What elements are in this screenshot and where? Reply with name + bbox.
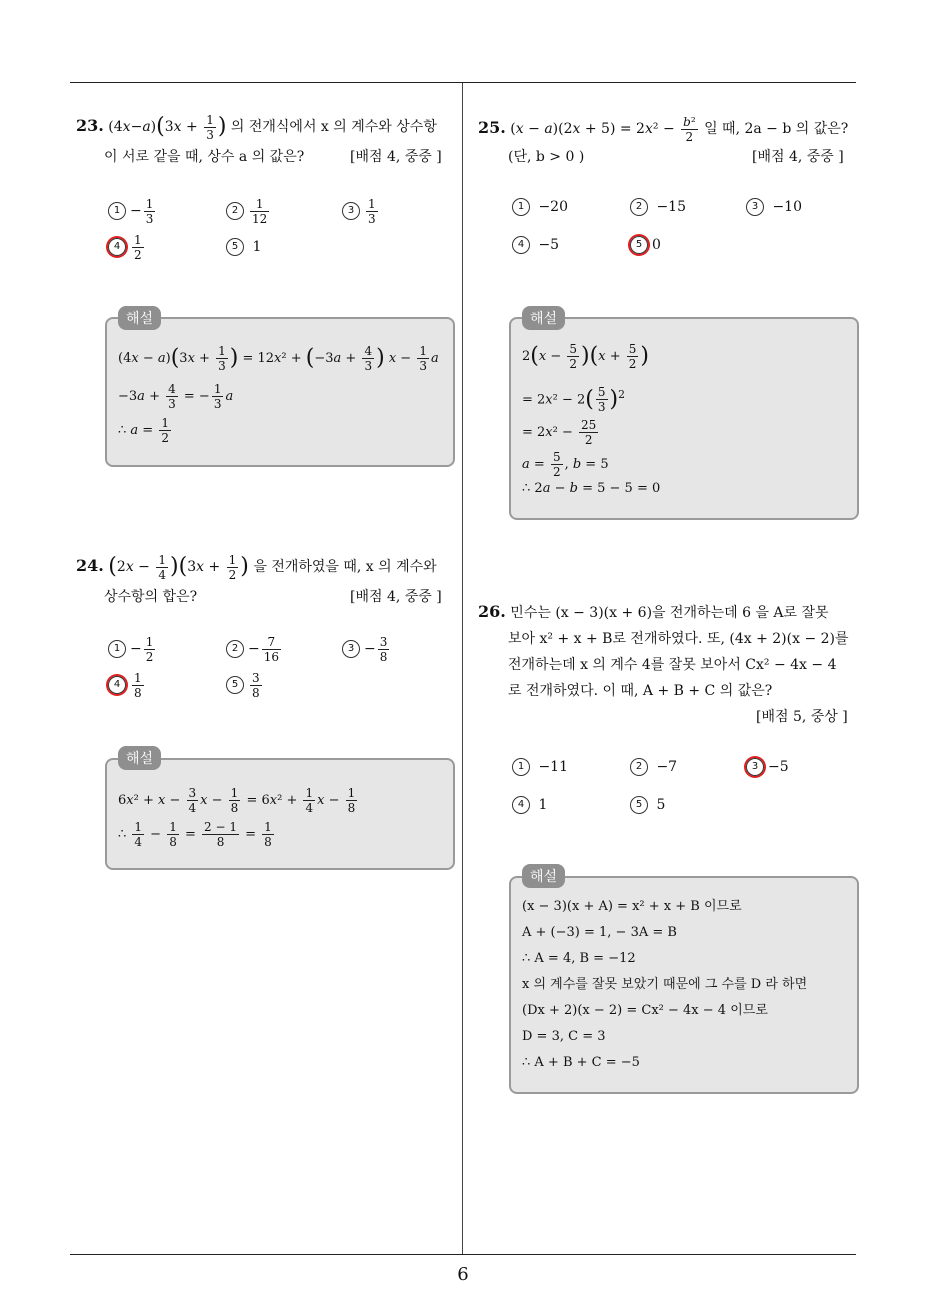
choice-3[interactable]: 3 −10 xyxy=(746,192,802,222)
solution-line: ∴ A + B + C = −5 xyxy=(522,1055,640,1070)
solution-line: = 2x² − 2( $\frac{5}{3}$ )$^2$ xyxy=(522,385,625,415)
question-text-line: 보아 x² + x + B로 전개하였다. 또, (4x + 2)(x − 2)를 xyxy=(508,631,849,647)
score-label: [배점 4, 중중 ] xyxy=(350,589,442,605)
question-text: 일 때, 2a − b 의 값은? xyxy=(704,121,849,137)
solution-line: 2(x − $\frac{5}{2}$ )(x + $\frac{5}{2}$ ) xyxy=(522,342,649,371)
question-text-line2: 상수항의 합은? xyxy=(104,589,198,605)
question-text: 의 전개식에서 x 의 계수와 상수항 xyxy=(230,119,437,135)
choice-1[interactable]: 1 − $\frac{1}{2}$ xyxy=(108,634,157,664)
choice-1[interactable]: 1 − $\frac{1}{3}$ xyxy=(108,196,157,226)
question-number: 26. xyxy=(478,602,506,621)
question-text-line: 로 전개하였다. 이 때, A + B + C 의 값은? xyxy=(508,683,773,699)
choice-1[interactable]: 1 −11 xyxy=(512,752,568,782)
question-text-line2: 이 서로 같을 때, 상수 a 의 값은? xyxy=(104,149,305,165)
selected-mark: 4 xyxy=(108,238,126,256)
choice-2[interactable]: 2 − $\frac{7}{16}$ xyxy=(226,634,283,664)
solution-line: x 의 계수를 잘못 보았기 때문에 그 수를 D 라 하면 xyxy=(522,977,808,992)
solution-tag: 해설 xyxy=(118,746,161,770)
solution-line: A + (−3) = 1, − 3A = B xyxy=(522,925,677,940)
question-25 xyxy=(478,114,862,144)
choice-3[interactable]: 3 − $\frac{3}{8}$ xyxy=(342,634,391,664)
question-text-line: 전개하는데 x 의 계수 4를 잘못 보아서 Cx² − 4x − 4 xyxy=(508,657,837,673)
solution-line: (x − 3)(x + A) = x² + x + B 이므로 xyxy=(522,899,742,914)
expression: (2x − $\frac{1}{4}$ )(3x + $\frac{1}{2}$ ) xyxy=(108,552,249,582)
solution-line: −3a + $\frac{4}{3}$ = − $\frac{1}{3}$ a xyxy=(118,382,234,411)
selected-mark: 5 xyxy=(630,236,648,254)
question-number: 25. xyxy=(478,118,506,137)
choice-2[interactable]: 2 −15 xyxy=(630,192,686,222)
choice-2[interactable]: 2 −7 xyxy=(630,752,677,782)
solution-tag: 해설 xyxy=(118,306,161,330)
choice-2[interactable]: 2 $\frac{1}{12}$ xyxy=(226,196,271,226)
question-26 xyxy=(478,598,862,627)
choice-3[interactable]: 3 $\frac{1}{3}$ xyxy=(342,196,380,226)
solution-line: ∴ $\frac{1}{4}$ − $\frac{1}{8}$ = $\frac{2 - 1}{8}$ = $\frac{1}{8}$ xyxy=(118,820,272,849)
choice-5[interactable]: 5 5 xyxy=(630,790,665,820)
question-text-line2: (단, b > 0 ) xyxy=(508,149,585,165)
choice-4[interactable]: 4 −5 xyxy=(512,230,559,260)
solution-tag: 해설 xyxy=(522,306,565,330)
score-label: [배점 4, 중중 ] xyxy=(350,149,442,165)
solution-line: (Dx + 2)(x − 2) = Cx² − 4x − 4 이므로 xyxy=(522,1003,768,1018)
question-24 xyxy=(76,552,460,582)
solution-tag: 해설 xyxy=(522,864,565,888)
page-number: 6 xyxy=(457,1264,469,1285)
selected-mark: 3 xyxy=(746,758,764,776)
choice-5-selected[interactable]: 5 0 xyxy=(630,230,661,260)
column-divider xyxy=(462,83,463,1255)
solution-line: ∴ A = 4, B = −12 xyxy=(522,951,636,966)
solution-line: (4x − a)(3x + $\frac{1}{3}$ ) = 12x² + (−3a + $\frac{4}{3}$ ) x − $\frac{1}{3}$ a xyxy=(118,344,439,373)
choice-4-selected[interactable]: 4 $\frac{1}{8}$ xyxy=(108,670,146,700)
choice-3-selected[interactable]: 3 −5 xyxy=(746,752,789,782)
question-text: 을 전개하였을 때, x 의 계수와 xyxy=(253,559,437,575)
solution-line: D = 3, C = 3 xyxy=(522,1029,606,1044)
question-text: 민수는 (x − 3)(x + 6)을 전개하는데 6 을 A로 잘못 xyxy=(510,605,829,621)
solution-line: = 2x² − $\frac{25}{2}$ xyxy=(522,418,597,447)
bottom-rule xyxy=(70,1254,856,1255)
question-23 xyxy=(76,112,456,142)
question-number: 24. xyxy=(76,556,104,575)
solution-line: 6x² + x − $\frac{3}{4}$ x − $\frac{1}{8}$ = 6x² + $\frac{1}{4}$ x − $\frac{1}{8}$ xyxy=(118,786,356,815)
selected-mark: 4 xyxy=(108,676,126,694)
expression: (4x−a)(3x + $\frac{1}{3}$ ) xyxy=(108,112,227,142)
solution-line: a = $\frac{5}{2}$ , b = 5 xyxy=(522,450,609,479)
top-rule xyxy=(70,82,856,83)
choice-4-selected[interactable]: 4 $\frac{1}{2}$ xyxy=(108,232,146,262)
solution-line: ∴ a = $\frac{1}{2}$ xyxy=(118,416,169,445)
choice-1[interactable]: 1 −20 xyxy=(512,192,568,222)
choice-5[interactable]: 5 1 xyxy=(226,232,261,262)
score-label: [배점 4, 중중 ] xyxy=(752,149,844,165)
choice-5[interactable]: 5 $\frac{3}{8}$ xyxy=(226,670,264,700)
choice-4[interactable]: 4 1 xyxy=(512,790,547,820)
question-number: 23. xyxy=(76,116,104,135)
score-label: [배점 5, 중상 ] xyxy=(756,709,848,725)
solution-line: ∴ 2a − b = 5 − 5 = 0 xyxy=(522,481,661,496)
expression: (x − a)(2x + 5) = 2x² − $\frac{\text{b²}}{2}$ xyxy=(510,114,696,144)
